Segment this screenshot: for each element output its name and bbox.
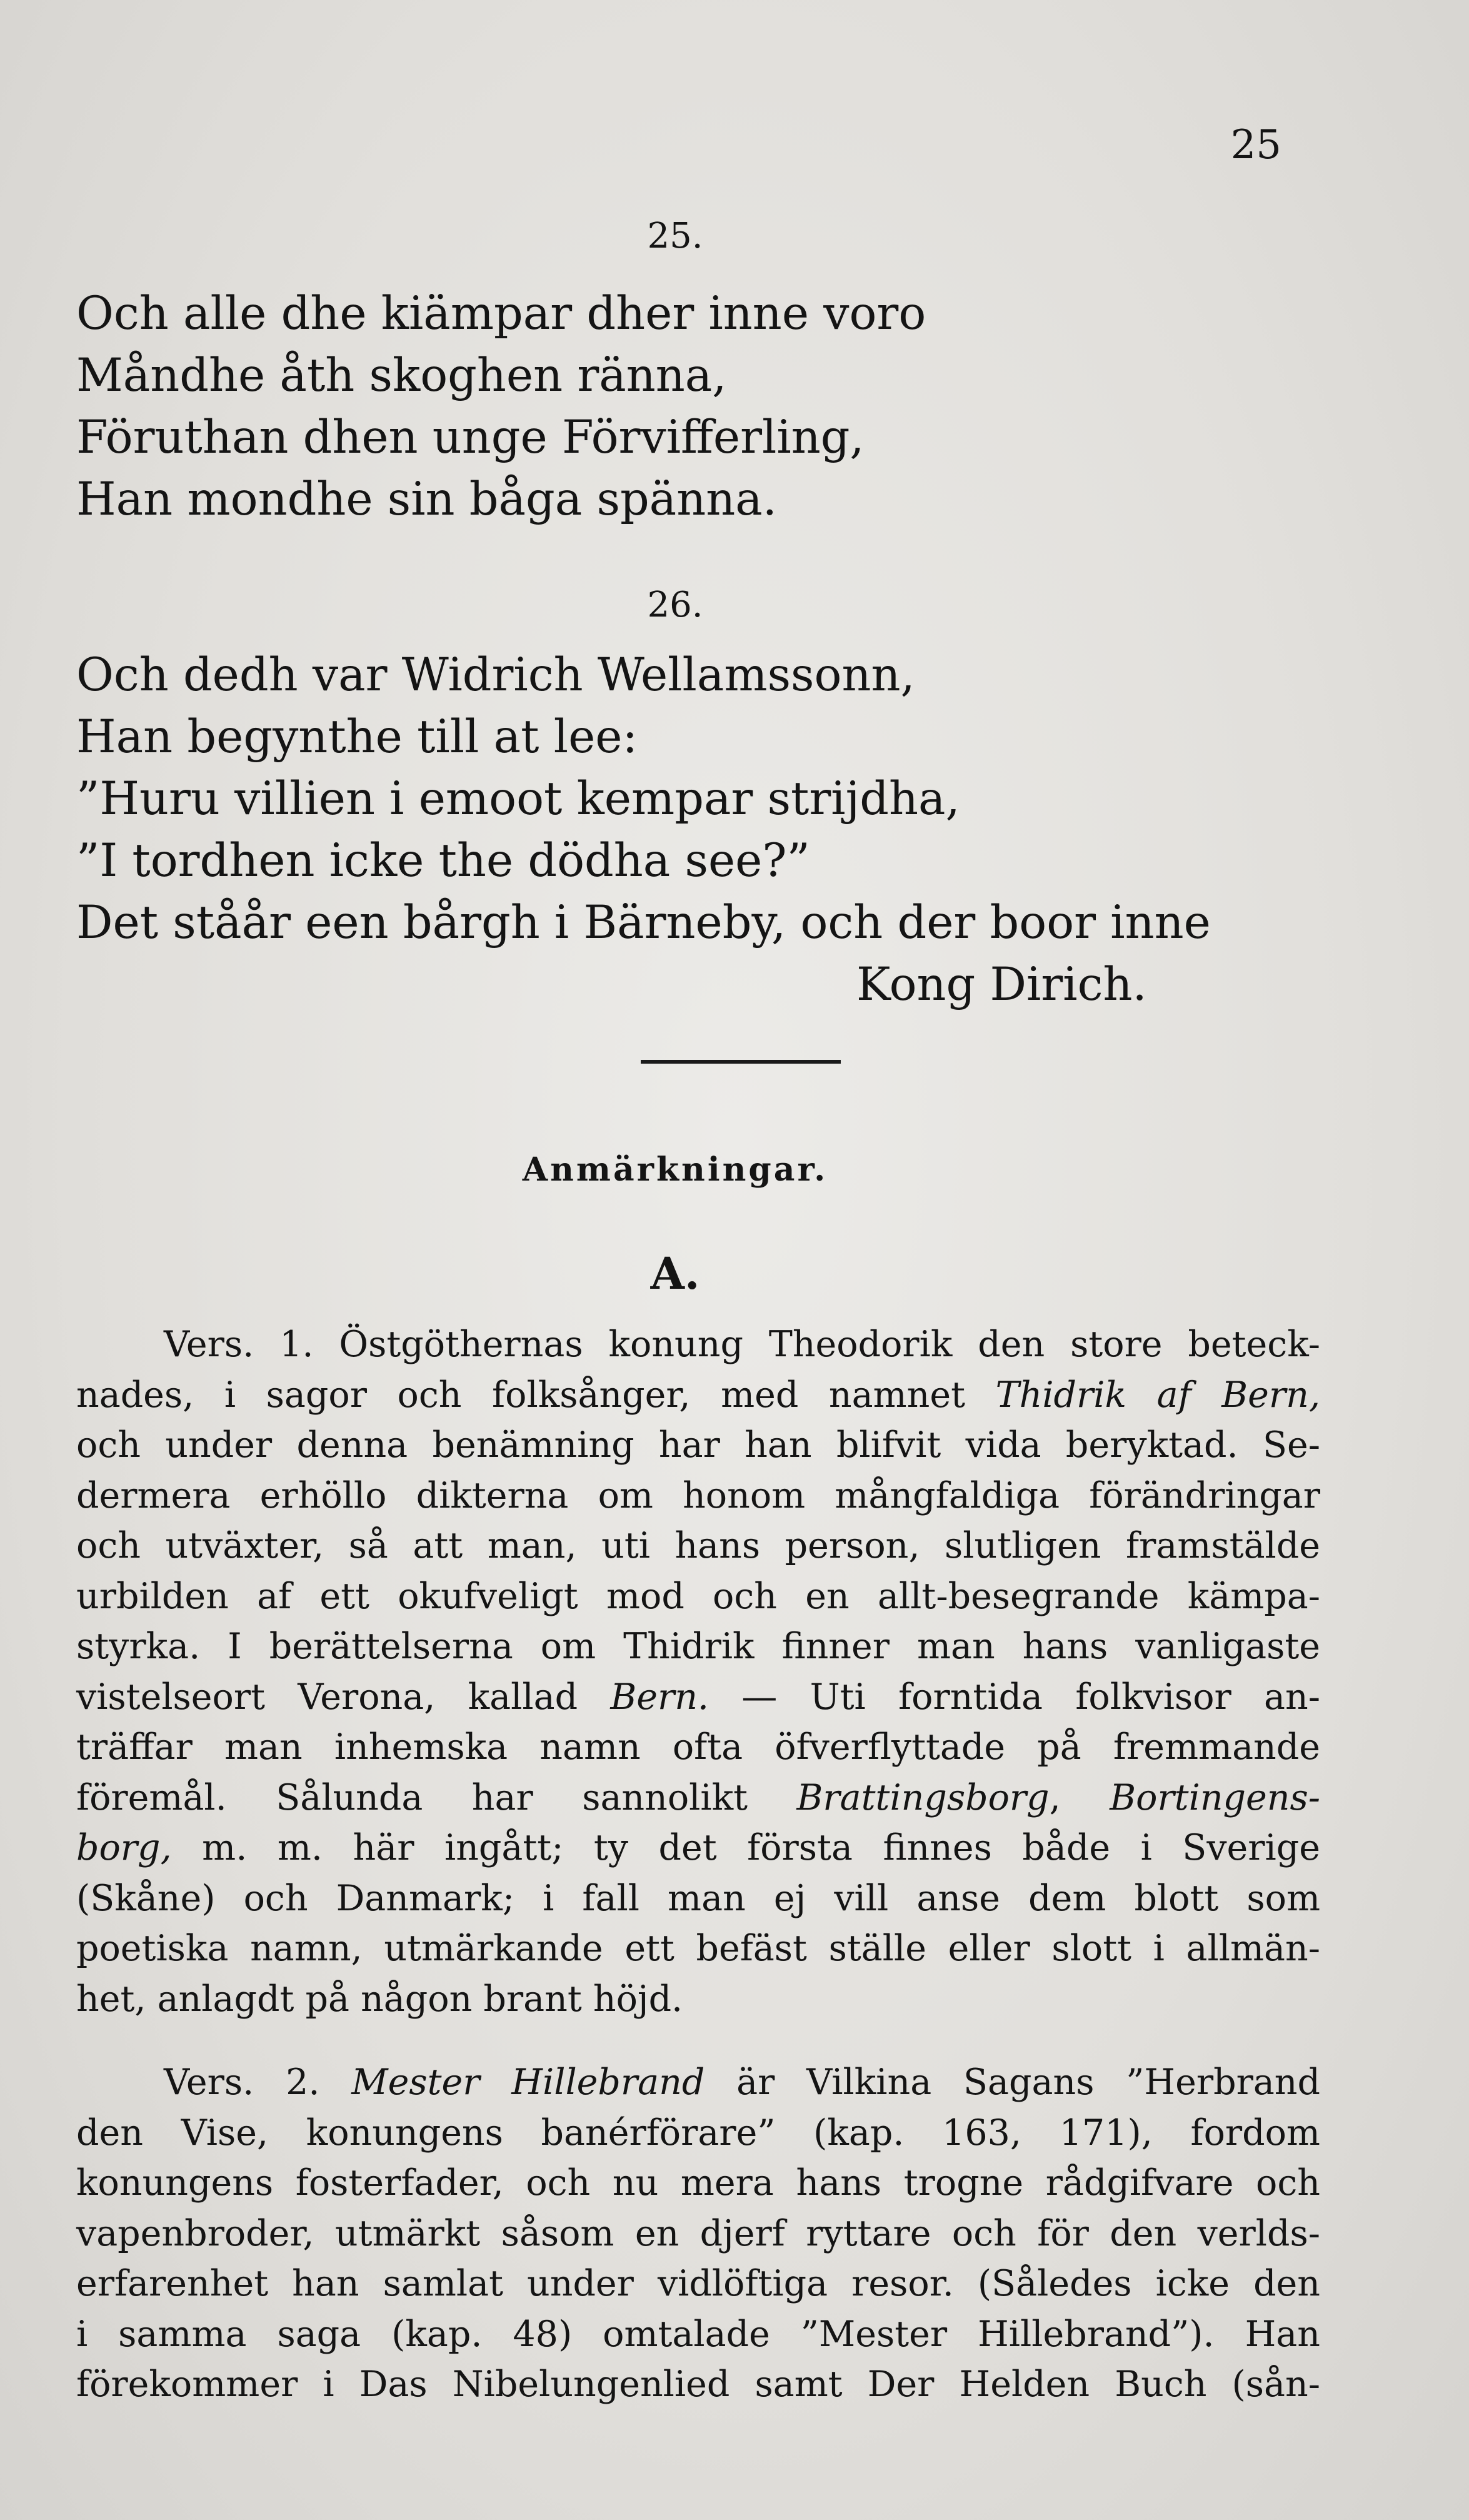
note-line: poetiska namn, utmärkande ett befäst ställe eller slott i allmän- [76, 1928, 1320, 1969]
note-line: erfarenhet han samlat under vidlöftiga resor. (Således icke den [76, 2263, 1320, 2304]
note-line: styrka. I berättelserna om Thidrik finner man hans vanligaste [76, 1626, 1320, 1667]
verse-line: Det ståår een bårgh i Bärneby, och der boor inne [76, 896, 1211, 949]
note-line: konungens fosterfader, och nu mera hans trogne rådgifvare och [76, 2162, 1320, 2204]
stanza-26 [76, 644, 1326, 1016]
note-line: Vers. 1. Östgöthernas konung Theodorik den store beteck- [164, 1324, 1320, 1365]
note-vers-2 [76, 2057, 1320, 2410]
note-line: och utväxter, så att man, uti hans person, slutligen framstälde [76, 1525, 1320, 1566]
verse-line: Och alle dhe kiämpar dher inne voro [76, 287, 926, 340]
italic-name: Mester Hillebrand [351, 2062, 705, 2103]
note-line: vapenbroder, utmärkt såsom en djerf ryttare och för den verlds- [76, 2212, 1320, 2254]
page-number: 25 [1230, 122, 1281, 168]
note-line: föremål. Sålunda har sannolikt Brattingsborg, Bortingens- [76, 1777, 1320, 1818]
verse-line: Och dedh var Widrich Wellamssonn, [76, 648, 915, 702]
note-line: Vers. 2. Mester Hillebrand är Vilkina Sagans ”Herbrand [164, 2062, 1321, 2103]
verse-line: Föruthan dhen unge Förvifferling, [76, 411, 865, 464]
note-line: het, anlagdt på någon brant höjd. [76, 1978, 683, 2020]
note-line: och under denna benämning har han blifvit vida beryktad. Se- [76, 1424, 1320, 1466]
note-line: dermera erhöllo dikterna om honom mångfaldiga förändringar [76, 1474, 1320, 1516]
verse-line: Han mondhe sin båga spänna. [76, 473, 777, 526]
note-line: den Vise, konungens banérförare” (kap. 163, 171), fordom [76, 2112, 1320, 2154]
notes-section-letter: A. [650, 1247, 700, 1299]
note-line: borg, m. m. här ingått; ty det första finnes både i Sverige [76, 1827, 1320, 1868]
note-line: (Skåne) och Danmark; i fall man ej vill anse dem blott som [76, 1877, 1320, 1919]
section-divider [641, 1060, 841, 1064]
verse-line: Kong Dirich. [856, 958, 1147, 1011]
italic-name: Thidrik af Bern, [995, 1374, 1320, 1416]
note-line: träffar man inhemska namn ofta öfverflyttade på fremmande [76, 1726, 1320, 1768]
note-line: nades, i sagor och folksånger, med namnet Thidrik af Bern, [76, 1374, 1320, 1416]
verse-line: ”I tordhen icke the dödha see?” [76, 834, 810, 887]
verse-line: Han begynthe till at lee: [76, 710, 638, 764]
stanza-number: 25. [647, 216, 703, 256]
note-line: förekommer i Das Nibelungenlied samt Der Helden Buch (sån- [76, 2364, 1320, 2405]
verse-line: Måndhe åth skoghen ränna, [76, 349, 727, 402]
note-vers-1 [76, 1319, 1320, 2024]
note-line: vistelseort Verona, kallad Bern. — Uti forntida folkvisor an- [76, 1676, 1320, 1718]
stanza-number: 26. [647, 585, 703, 625]
verse-line: ”Huru villien i emoot kempar strijdha, [76, 772, 960, 825]
italic-name: Bern. [610, 1676, 709, 1718]
stanza-25 [76, 283, 1326, 530]
note-line: i samma saga (kap. 48) omtalade ”Mester Hillebrand”). Han [76, 2313, 1320, 2355]
italic-name: Brattingsborg [796, 1777, 1050, 1818]
italic-name: borg, [76, 1827, 172, 1868]
notes-heading: Anmärkningar. [522, 1151, 828, 1189]
italic-name: Bortingens- [1110, 1777, 1320, 1818]
note-line: urbilden af ett okufveligt mod och en allt-besegrande kämpa- [76, 1575, 1320, 1617]
